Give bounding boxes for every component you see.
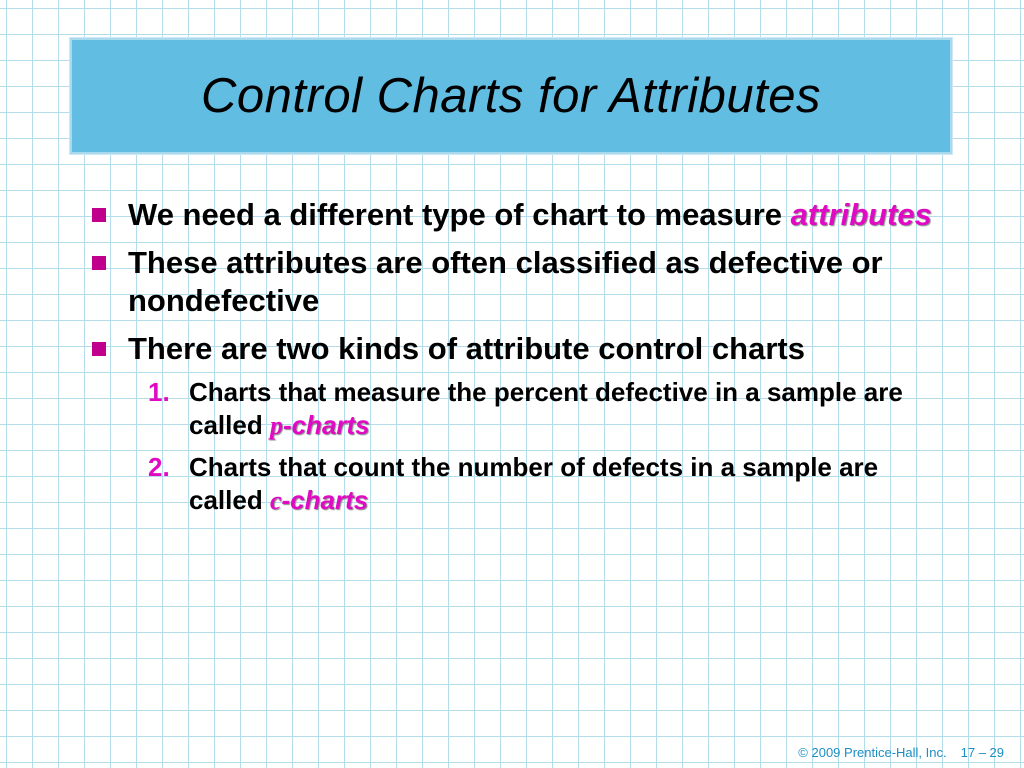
bullet-item-3 bbox=[88, 330, 948, 368]
bullet-item-2 bbox=[88, 244, 948, 320]
bullet-text: These attributes are often classified as defective or nondefective bbox=[128, 245, 883, 318]
numbered-text: Charts that count the number of defects in a sample are called bbox=[189, 452, 879, 515]
bullet-item-1 bbox=[88, 196, 948, 234]
highlight-attributes: attributes bbox=[790, 197, 932, 232]
highlight-c-charts: -charts bbox=[281, 485, 369, 515]
highlight-p-charts: -charts bbox=[282, 410, 370, 440]
highlight-p-letter: p bbox=[269, 411, 283, 440]
slide-footer bbox=[798, 745, 1004, 760]
numbered-item-2 bbox=[148, 451, 948, 517]
square-bullet-icon bbox=[92, 342, 106, 356]
slide-title: Control Charts for Attributes bbox=[201, 69, 821, 123]
square-bullet-icon bbox=[92, 256, 106, 270]
number-marker: 2. bbox=[148, 452, 170, 482]
bullet-text: We need a different type of chart to measure bbox=[128, 197, 791, 232]
highlight-c-letter: c bbox=[269, 486, 282, 515]
numbered-item-1 bbox=[148, 376, 948, 442]
numbered-text: Charts that measure the percent defective in a sample are called bbox=[189, 377, 903, 440]
bullet-text: There are two kinds of attribute control charts bbox=[128, 331, 805, 366]
copyright-text: © 2009 Prentice-Hall, Inc. bbox=[798, 745, 947, 760]
title-banner bbox=[70, 38, 952, 154]
number-marker: 1. bbox=[148, 377, 170, 407]
page-number: 17 – 29 bbox=[960, 745, 1004, 760]
slide-content bbox=[88, 196, 948, 526]
numbered-list bbox=[88, 376, 948, 517]
square-bullet-icon bbox=[92, 208, 106, 222]
